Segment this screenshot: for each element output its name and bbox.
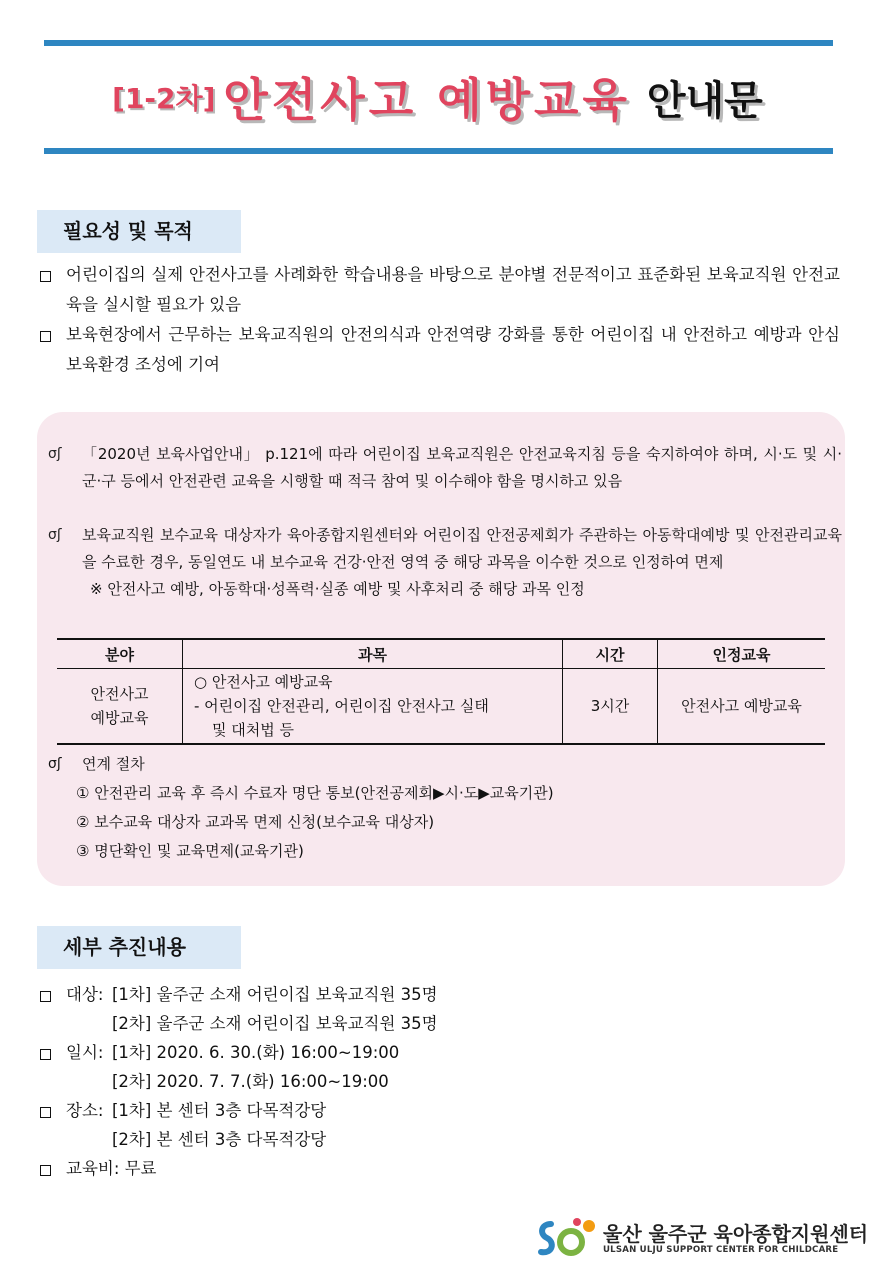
logo-korean-name: 울산 울주군 육아종합지원센터 bbox=[603, 1222, 869, 1246]
procedure-heading bbox=[48, 750, 554, 779]
table-header: 시간 bbox=[563, 639, 658, 669]
table-header: 인정교육 bbox=[658, 639, 826, 669]
table-cell-recognized: 안전사고 예방교육 bbox=[658, 669, 826, 745]
table-header: 분야 bbox=[57, 639, 183, 669]
table-header: 과목 bbox=[183, 639, 563, 669]
purpose-list bbox=[40, 260, 840, 380]
table-cell-course bbox=[183, 669, 563, 745]
checkbox-bullet-icon bbox=[40, 1049, 51, 1060]
procedure-step: ② 보수교육 대상자 교과목 면제 신청(보수교육 대상자) bbox=[76, 813, 435, 831]
note-text: 「2020년 보육사업안내」 p.121에 따라 어린이집 보육교직원은 안전교육지침 등을 숙지하여야 하며, 시·도 및 시·군·구 등에서 안전관련 교육을 시행할 때 적극 참여 및 이수해야 함을 명시하고 있음 bbox=[82, 445, 842, 490]
logo-mark-icon bbox=[537, 1216, 599, 1260]
course-line: - 어린이집 안전관리, 어린이집 안전사고 실태 bbox=[194, 697, 489, 715]
detail-place bbox=[40, 1096, 438, 1125]
note-subtext: ※ 안전사고 예방, 아동학대·성폭력·실종 예방 및 사후처리 중 해당 과목 인정 bbox=[90, 580, 585, 598]
detail-value: 교육비: 무료 bbox=[66, 1159, 157, 1178]
detail-value: [1차] 2020. 6. 30.(화) 16:00~19:00 bbox=[112, 1043, 400, 1062]
course-table bbox=[57, 638, 825, 745]
checkbox-bullet-icon bbox=[40, 1107, 51, 1118]
note-mark-icon: σʃ bbox=[48, 446, 62, 462]
top-rule bbox=[44, 40, 833, 46]
logo-english-name: ULSAN ULJU SUPPORT CENTER FOR CHILDCARE bbox=[603, 1245, 839, 1255]
title-prefix: [1-2차] bbox=[112, 82, 216, 115]
detail-value: [1차] 본 센터 3층 다목적강당 bbox=[112, 1101, 327, 1120]
field-line: 안전사고 bbox=[90, 685, 149, 703]
detail-value: [2차] 2020. 7. 7.(화) 16:00~19:00 bbox=[112, 1072, 389, 1091]
note-mark-icon: σʃ bbox=[48, 756, 62, 772]
detail-value: [2차] 본 센터 3층 다목적강당 bbox=[112, 1130, 327, 1149]
center-logo bbox=[537, 1216, 869, 1264]
procedure-step: ③ 명단확인 및 교육면제(교육기관) bbox=[76, 842, 304, 860]
course-line: 및 대처법 등 bbox=[212, 721, 294, 739]
course-line: ○ 안전사고 예방교육 bbox=[194, 673, 333, 691]
details-list bbox=[40, 980, 438, 1183]
procedure bbox=[48, 750, 554, 866]
detail-label: 일시: bbox=[66, 1043, 104, 1062]
section-heading-details: 세부 추진내용 bbox=[37, 926, 241, 969]
purpose-bullet bbox=[40, 320, 840, 380]
procedure-step: ① 안전관리 교육 후 즉시 수료자 명단 통보(안전공제회▶시·도▶교육기관) bbox=[76, 784, 554, 802]
table-cell-hours: 3시간 bbox=[563, 669, 658, 745]
detail-value: [2차] 울주군 소재 어린이집 보육교직원 35명 bbox=[112, 1014, 438, 1033]
table-cell-field bbox=[57, 669, 183, 745]
detail-value: [1차] 울주군 소재 어린이집 보육교직원 35명 bbox=[112, 985, 438, 1004]
title-suffix: 안내문 bbox=[646, 77, 763, 124]
checkbox-bullet-icon bbox=[40, 271, 51, 282]
bottom-rule bbox=[44, 148, 833, 154]
table-header-row bbox=[57, 639, 825, 669]
detail-label: 장소: bbox=[66, 1101, 104, 1120]
note-exemption bbox=[48, 522, 842, 603]
field-line: 예방교육 bbox=[90, 709, 149, 727]
detail-fee bbox=[40, 1154, 438, 1183]
table-row bbox=[57, 669, 825, 745]
checkbox-bullet-icon bbox=[40, 1165, 51, 1176]
note-guideline bbox=[48, 441, 842, 495]
purpose-text: 어린이집의 실제 안전사고를 사례화한 학습내용을 바탕으로 분야별 전문적이고 표준화된 보육교직원 안전교육을 실시할 필요가 있음 bbox=[66, 265, 840, 314]
purpose-text: 보육현장에서 근무하는 보육교직원의 안전의식과 안전역량 강화를 통한 어린이집 내 안전하고 예방과 안심 보육환경 조성에 기여 bbox=[66, 325, 840, 374]
note-text: 보육교직원 보수교육 대상자가 육아종합지원센터와 어린이집 안전공제회가 주관하는 아동학대예방 및 안전관리교육을 수료한 경우, 동일연도 내 보수교육 건강·안전 영역 중 해당 과목을 이수한 것으로 인정하여 면제 bbox=[82, 526, 842, 571]
section-heading-purpose: 필요성 및 목적 bbox=[37, 210, 241, 253]
purpose-bullet bbox=[40, 260, 840, 320]
note-mark-icon: σʃ bbox=[48, 527, 62, 543]
detail-target bbox=[40, 980, 438, 1009]
detail-label: 대상: bbox=[66, 985, 104, 1004]
detail-date bbox=[40, 1038, 438, 1067]
page-title bbox=[0, 64, 875, 130]
checkbox-bullet-icon bbox=[40, 331, 51, 342]
title-main: 안전사고 예방교육 bbox=[223, 73, 631, 127]
checkbox-bullet-icon bbox=[40, 991, 51, 1002]
procedure-title: 연계 절차 bbox=[82, 755, 145, 773]
